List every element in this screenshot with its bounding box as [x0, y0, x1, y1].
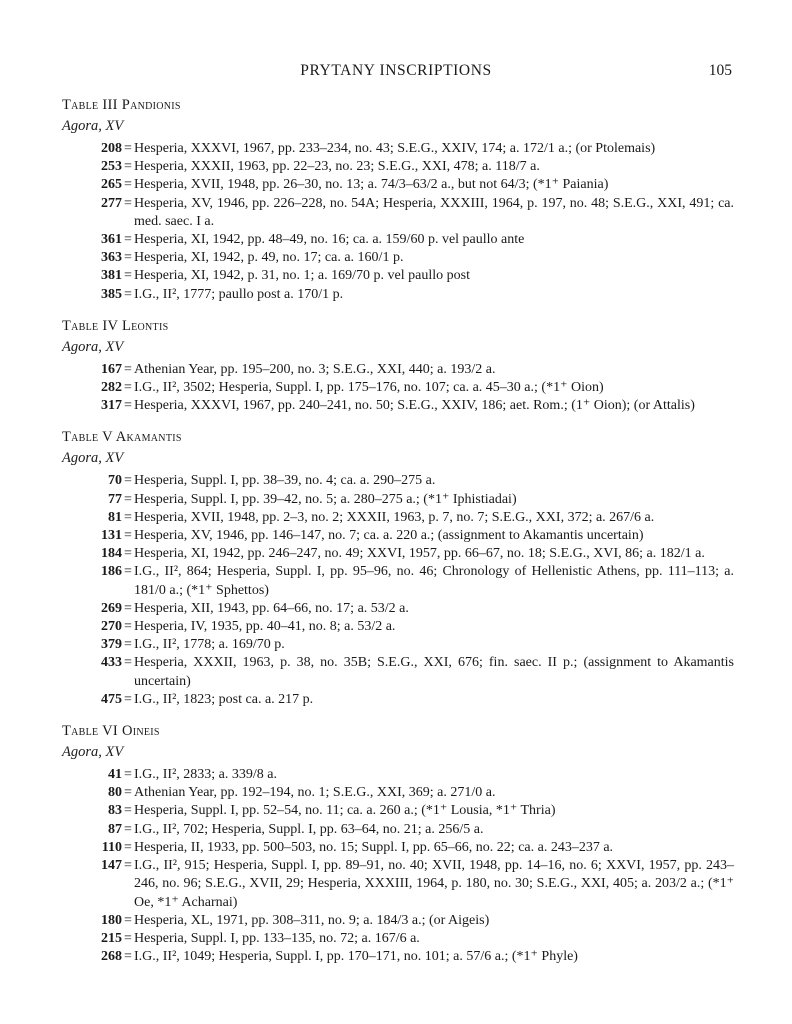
entry-row — [62, 527, 734, 545]
entry-number: 83 — [108, 803, 122, 819]
entry-citation: Hesperia, XV, 1946, pp. 226–228, no. 54A; Hesperia, XXXIII, 1964, p. 197, no. 48; S.E.G., XXI, 491; ca. med. saec. I a. — [134, 195, 734, 229]
section-subtitle: Agora, XV — [62, 118, 124, 134]
entry-citation: Hesperia, XI, 1942, pp. 246–247, no. 49; XXVI, 1957, pp. 66–67, no. 18; S.E.G., XVI, 86; a. 182/1 a. — [134, 546, 705, 562]
entry-citation: Hesperia, XV, 1946, pp. 146–147, no. 7; ca. a. 220 a.; (assignment to Akamantis uncertain) — [134, 528, 644, 544]
entry-number: 70 — [108, 473, 122, 489]
equals-sign: = — [124, 528, 132, 544]
entry-number: 265 — [101, 177, 122, 193]
entry-row — [62, 821, 734, 839]
entry-row — [62, 691, 734, 709]
entry-number: 80 — [108, 785, 122, 801]
entry-number: 77 — [108, 491, 122, 507]
equals-sign: = — [124, 232, 132, 248]
equals-sign: = — [124, 380, 132, 396]
entry-row — [62, 249, 734, 267]
entry-row — [62, 509, 734, 527]
equals-sign: = — [124, 509, 132, 525]
section-title: Table III Pandionis — [62, 97, 181, 113]
entry-citation: Hesperia, Suppl. I, pp. 39–42, no. 5; a. 280–275 a.; (*1⁺ Iphistiadai) — [134, 491, 517, 507]
entry-number: 361 — [101, 232, 122, 248]
equals-sign: = — [124, 159, 132, 175]
equals-sign: = — [124, 655, 132, 671]
entry-row — [62, 176, 734, 194]
section-title: Table IV Leontis — [62, 317, 169, 334]
table-section — [62, 428, 734, 709]
entry-citation: Athenian Year, pp. 192–194, no. 1; S.E.G., XXI, 369; a. 271/0 a. — [134, 785, 496, 801]
entry-row — [62, 857, 734, 912]
equals-sign: = — [124, 177, 132, 193]
entry-citation: Hesperia, XXXII, 1963, pp. 22–23, no. 23; S.E.G., XXI, 478; a. 118/7 a. — [134, 159, 540, 175]
entry-citation: I.G., II², 2833; a. 339/8 a. — [134, 767, 278, 783]
entry-citation: I.G., II², 864; Hesperia, Suppl. I, pp. 95–96, no. 46; Chronology of Hellenistic Athens, pp. 111–113; a. 181/0 a.; (*1⁺ Sphettos) — [134, 564, 734, 598]
equals-sign: = — [124, 785, 132, 801]
entry-row — [62, 654, 734, 690]
equals-sign: = — [124, 767, 132, 783]
entry-number: 131 — [101, 528, 122, 544]
entry-citation: Athenian Year, pp. 195–200, no. 3; S.E.G., XXI, 440; a. 193/2 a. — [134, 361, 496, 377]
entry-citation: Hesperia, XVII, 1948, pp. 2–3, no. 2; XXXII, 1963, p. 7, no. 7; S.E.G., XXI, 372; a. 267/6 a. — [134, 509, 655, 525]
equals-sign: = — [124, 398, 132, 414]
entry-citation: I.G., II², 3502; Hesperia, Suppl. I, pp. 175–176, no. 107; ca. a. 45–30 a.; (*1⁺ Oion) — [134, 380, 604, 396]
entry-citation: I.G., II², 702; Hesperia, Suppl. I, pp. 63–64, no. 21; a. 256/5 a. — [134, 821, 484, 837]
entry-row — [62, 618, 734, 636]
table-section — [62, 722, 734, 966]
entry-row — [62, 839, 734, 857]
entry-citation: Hesperia, XXXII, 1963, p. 38, no. 35B; S.E.G., XXI, 676; fin. saec. II p.; (assignment to Akamantis uncertain) — [134, 655, 734, 689]
entry-number: 215 — [101, 930, 122, 946]
entry-citation: Hesperia, XXXVI, 1967, pp. 240–241, no. 50; S.E.G., XXIV, 186; aet. Rom.; (1⁺ Oion); (or Attalis) — [134, 398, 695, 414]
section-subtitle: Agora, XV — [62, 338, 124, 355]
entry-citation: Hesperia, XXXVI, 1967, pp. 233–234, no. 43; S.E.G., XXIV, 174; a. 172/1 a.; (or Ptolemais) — [134, 141, 656, 156]
entry-row — [62, 563, 734, 599]
entry-row — [62, 286, 734, 304]
page-number: 105 — [708, 62, 732, 79]
entry-citation: Hesperia, XL, 1971, pp. 308–311, no. 9; a. 184/3 a.; (or Aigeis) — [134, 912, 490, 928]
entry-number: 87 — [108, 821, 122, 837]
entry-number: 270 — [101, 619, 122, 635]
page-header — [0, 62, 792, 84]
entry-row — [62, 600, 734, 618]
entry-row — [62, 195, 734, 231]
entry-row — [62, 379, 734, 397]
entry-number: 475 — [101, 691, 122, 707]
equals-sign: = — [124, 268, 132, 284]
entry-row — [62, 231, 734, 249]
entry-number: 268 — [101, 949, 122, 965]
equals-sign: = — [124, 930, 132, 946]
equals-sign: = — [124, 637, 132, 653]
entry-row — [62, 636, 734, 654]
table-section — [62, 96, 734, 304]
entry-row — [62, 948, 734, 966]
equals-sign: = — [124, 195, 132, 211]
entry-citation: Hesperia, II, 1933, pp. 500–503, no. 15; Suppl. I, pp. 65–66, no. 22; ca. a. 243–237 a. — [134, 839, 614, 855]
entry-number: 167 — [101, 361, 122, 377]
entry-citation: Hesperia, XII, 1943, pp. 64–66, no. 17; a. 53/2 a. — [134, 600, 409, 616]
entry-citation: I.G., II², 1823; post ca. a. 217 p. — [134, 691, 314, 707]
equals-sign: = — [124, 600, 132, 616]
entry-citation: Hesperia, XI, 1942, p. 49, no. 17; ca. a. 160/1 p. — [134, 250, 404, 266]
entry-row — [62, 930, 734, 948]
entry-number: 81 — [108, 509, 122, 525]
equals-sign: = — [124, 473, 132, 489]
equals-sign: = — [124, 141, 132, 156]
entry-row — [62, 491, 734, 509]
entry-number: 180 — [101, 912, 122, 928]
entry-row — [62, 784, 734, 802]
entry-citation: Hesperia, XI, 1942, pp. 48–49, no. 16; ca. a. 159/60 p. vel paullo ante — [134, 232, 525, 248]
entry-row — [62, 361, 734, 379]
entry-citation: Hesperia, XVII, 1948, pp. 26–30, no. 13; a. 74/3–63/2 a., but not 64/3; (*1⁺ Paiania) — [134, 177, 609, 193]
entry-citation: Hesperia, Suppl. I, pp. 52–54, no. 11; ca. a. 260 a.; (*1⁺ Lousia, *1⁺ Thria) — [134, 803, 556, 819]
entry-number: 186 — [101, 564, 122, 580]
entry-citation: Hesperia, IV, 1935, pp. 40–41, no. 8; a. 53/2 a. — [134, 619, 396, 635]
equals-sign: = — [124, 821, 132, 837]
entry-row — [62, 397, 734, 415]
entry-number: 269 — [101, 600, 122, 616]
table-section — [62, 317, 734, 416]
equals-sign: = — [124, 803, 132, 819]
entry-citation: I.G., II², 1778; a. 169/70 p. — [134, 637, 285, 653]
equals-sign: = — [124, 619, 132, 635]
equals-sign: = — [124, 286, 132, 302]
running-title: PRYTANY INSCRIPTIONS — [300, 62, 492, 79]
entry-citation: Hesperia, Suppl. I, pp. 38–39, no. 4; ca. a. 290–275 a. — [134, 473, 436, 489]
section-title: Table V Akamantis — [62, 429, 182, 446]
equals-sign: = — [124, 949, 132, 965]
entry-number: 110 — [101, 839, 122, 855]
document-body — [62, 96, 734, 979]
equals-sign: = — [124, 564, 132, 580]
entry-number: 385 — [101, 286, 122, 302]
entry-number: 317 — [101, 398, 122, 414]
entry-number: 147 — [101, 858, 122, 874]
entry-number: 379 — [101, 637, 122, 653]
equals-sign: = — [124, 691, 132, 707]
entry-citation: I.G., II², 1777; paullo post a. 170/1 p. — [134, 286, 344, 302]
equals-sign: = — [124, 912, 132, 928]
entry-number: 184 — [101, 546, 122, 562]
entry-number: 208 — [101, 141, 122, 156]
section-title: Table VI Oineis — [62, 723, 160, 740]
entry-row — [62, 267, 734, 285]
entry-number: 381 — [101, 268, 122, 284]
equals-sign: = — [124, 250, 132, 266]
equals-sign: = — [124, 839, 132, 855]
entry-number: 433 — [101, 655, 122, 671]
entry-row — [62, 802, 734, 820]
equals-sign: = — [124, 361, 132, 377]
entry-row — [62, 158, 734, 176]
entry-row — [62, 545, 734, 563]
equals-sign: = — [124, 546, 132, 562]
equals-sign: = — [124, 491, 132, 507]
entry-citation: Hesperia, XI, 1942, p. 31, no. 1; a. 169/70 p. vel paullo post — [134, 268, 470, 284]
section-subtitle: Agora, XV — [62, 450, 124, 467]
entry-row — [62, 912, 734, 930]
entry-row — [62, 766, 734, 784]
section-subtitle: Agora, XV — [62, 744, 124, 761]
entry-citation: I.G., II², 915; Hesperia, Suppl. I, pp. 89–91, no. 40; XVII, 1948, pp. 14–16, no. 6; XXVI, 1957, pp. 243–246, no. 96; S.E.G., XVII, 29; Hesperia, XXXIII, 1964, p. 180, no. 30; S.E.G., XXI, 405; a. 203/2 a.; (*1⁺ Oe, *1⁺ Acharnai) — [134, 858, 734, 910]
entry-number: 277 — [101, 195, 122, 211]
entry-number: 41 — [108, 767, 122, 783]
entry-number: 363 — [101, 250, 122, 266]
entry-number: 282 — [101, 380, 122, 396]
entry-citation: I.G., II², 1049; Hesperia, Suppl. I, pp. 170–171, no. 101; a. 57/6 a.; (*1⁺ Phyle) — [134, 949, 578, 965]
entry-citation: Hesperia, Suppl. I, pp. 133–135, no. 72; a. 167/6 a. — [134, 930, 420, 946]
entry-row — [62, 140, 734, 158]
entry-row — [62, 472, 734, 490]
entry-number: 253 — [101, 159, 122, 175]
equals-sign: = — [124, 858, 132, 874]
